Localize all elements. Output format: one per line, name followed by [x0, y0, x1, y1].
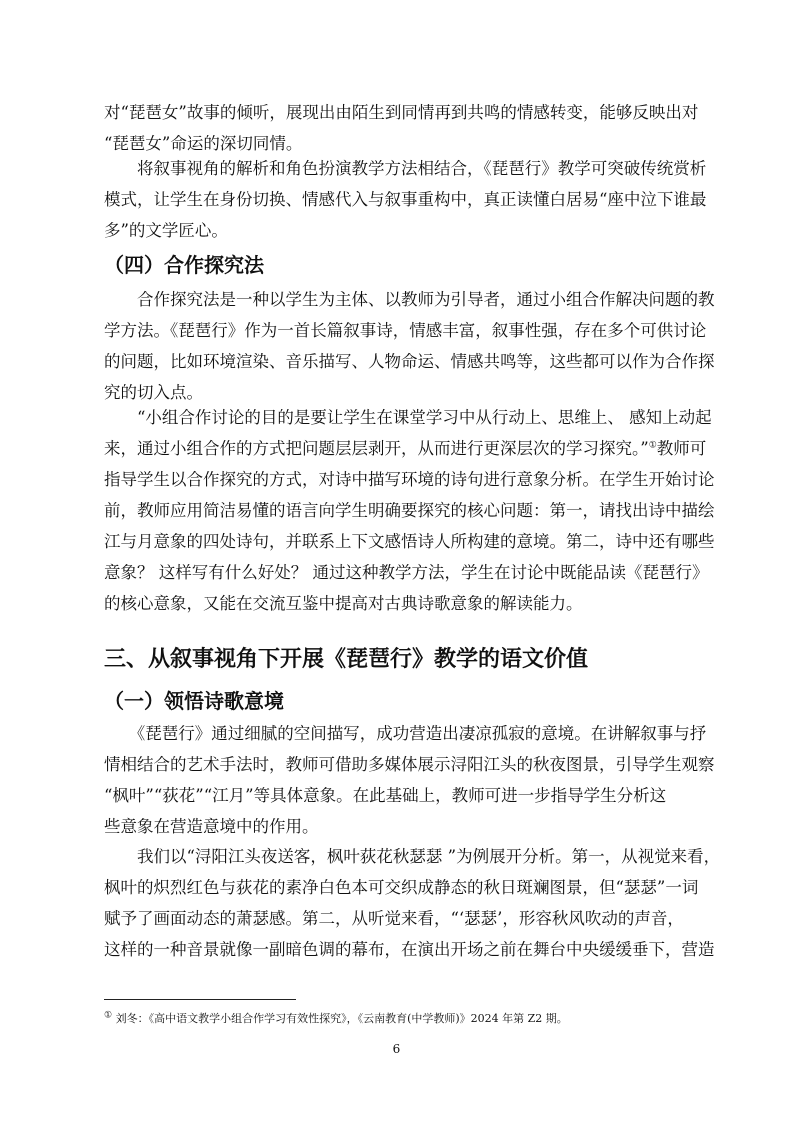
text-line: “琵琶女”命运的深切同情。	[104, 134, 303, 153]
heading-poetic-mood: （一）领悟诗歌意境	[104, 689, 284, 713]
text-line: 的问题，比如环境渲染、音乐描写、人物命运、情感共鸣等，这些都可以作为合作探	[104, 352, 715, 371]
text-line: 多”的文学匠心。	[104, 221, 228, 240]
text-line: 模式，让学生在身份切换、情感代入与叙事重构中，真正读懂白居易“座中泣下谁最	[104, 190, 707, 209]
section-title-chinese-language-value: 三、从叙事视角下开展《琵琶行》教学的语文价值	[104, 647, 589, 672]
text-line: 江与月意象的四处诗句，并联系上下文感悟诗人所构建的意境。第二，诗中还有哪些	[104, 532, 715, 551]
text-line: 究的切入点。	[104, 383, 203, 402]
footnote-marker: ①	[104, 1010, 113, 1021]
text-line: 对“琵琶女”故事的倾听，展现出由陌生到同情再到共鸣的情感转变，能够反映出对	[104, 103, 699, 122]
text-line: “小组合作讨论的目的是要让学生在课堂学习中从行动上、思维上、 感知上动起	[104, 408, 712, 427]
heading-cooperative-inquiry: （四）合作探究法	[104, 253, 264, 277]
page-number: 6	[392, 1042, 401, 1056]
paragraph-spatial-description	[104, 718, 715, 842]
quote-text: 来，通过小组合作的方式把问题层层剥开，从而进行更深层次的学习探究。”	[104, 439, 649, 458]
paragraph-group-discussion	[104, 402, 715, 619]
text-line: 这样的一种音景就像一副暗色调的幕布，在演出开场之前在舞台中央缓缓垂下，营造	[104, 940, 715, 959]
footnote-reference: ①	[648, 440, 657, 451]
text-line: 我们以“浔阳江头夜送客，枫叶荻花秋瑟瑟 ”为例展开分析。第一，从视觉来看，	[104, 847, 721, 866]
text-line: 意象？ 这样写有什么好处？ 通过这种教学方法，学生在讨论中既能品读《琵琶行》	[104, 563, 709, 582]
footnote-divider	[104, 999, 296, 1000]
paragraph-imagery-analysis	[104, 841, 721, 965]
text-line	[104, 433, 707, 464]
text-line: 情相结合的艺术手法时，教师可借助多媒体展示浔阳江头的秋夜图景，引导学生观察	[104, 755, 715, 774]
text-line: 前，教师应用简洁易懂的语言向学生明确要探究的核心问题：第一，请找出诗中描绘	[104, 501, 715, 520]
text-line: 将叙事视角的解析和角色扮演教学方法相结合，《琵琶行》教学可突破传统赏析	[104, 159, 707, 178]
text-line: 枫叶的炽烈红色与荻花的素净白色本可交织成静态的秋日斑斓图景，但“瑟瑟”一词	[104, 878, 699, 897]
text-line: 学方法。《琵琶行》作为一首长篇叙事诗，情感丰富，叙事性强，存在多个可供讨论	[104, 321, 707, 340]
footnote-text: 刘冬：《高中语文教学小组合作学习有效性探究》，《云南教育(中学教师)》2024 年第 Z2 期。	[112, 1012, 568, 1025]
text-line: 些意象在营造意境中的作用。	[104, 817, 319, 836]
text-line: 的核心意象，又能在交流互鉴中提高对古典诗歌意象的解读能力。	[104, 594, 583, 613]
text-line: 合作探究法是一种以学生为主体、以教师为引导者，通过小组合作解决问题的教	[104, 290, 715, 309]
text-line: 指导学生以合作探究的方式，对诗中描写环境的诗句进行意象分析。在学生开始讨论	[104, 470, 715, 489]
text-line: 《琵琶行》通过细腻的空间描写，成功营造出凄凉孤寂的意境。在讲解叙事与抒	[104, 724, 707, 743]
text-line: 赋予了画面动态的萧瑟感。第二，从听觉来看，“‘瑟瑟’，形容秋风吹动的声音，	[104, 909, 684, 928]
paragraph-role-play-summary	[104, 153, 707, 246]
text-line: “枫叶”“荻花”“江月”等具体意象。在此基础上，教师可进一步指导学生分析这	[104, 786, 667, 805]
paragraph-pipa-girl-sympathy	[104, 97, 698, 159]
text-fragment: 教师可	[656, 439, 707, 458]
paragraph-cooperative-inquiry-intro	[104, 284, 715, 408]
footnote	[104, 1010, 568, 1026]
